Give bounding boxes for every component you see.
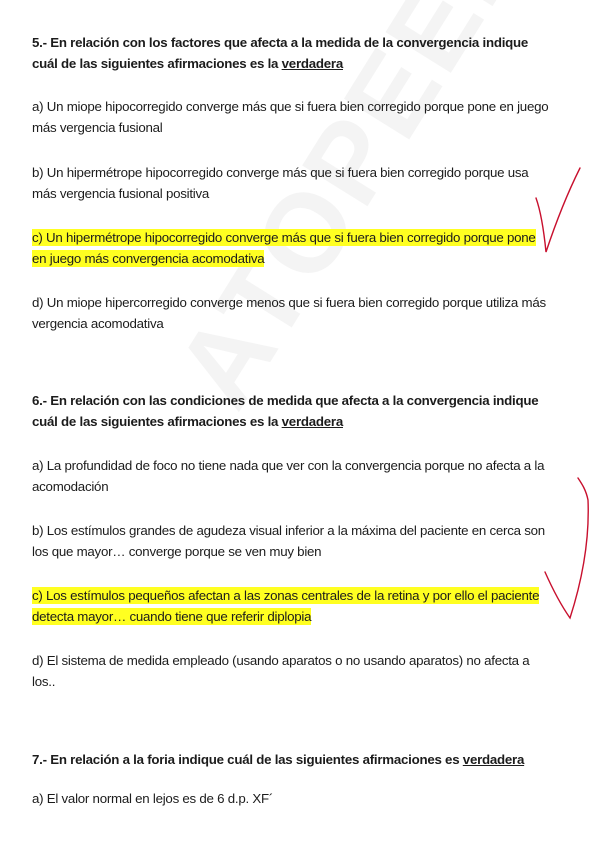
question-5-option-a: a) Un miope hipocorregido converge más que si fuera bien corregido porque pone en juego más vergencia fusional — [32, 99, 549, 135]
question-6-title — [32, 390, 552, 432]
question-5-title — [32, 32, 552, 74]
highlighted-answer: c) Un hipermétrope hipocorregido converge más que si fuera bien corregido porque pone en juego más convergencia acomodativa — [32, 230, 536, 266]
question-6-option-b: b) Los estímulos grandes de agudeza visual inferior a la máxima del paciente en cerca son los que mayor… converge porque se ven muy bien — [32, 523, 545, 559]
question-7-title — [32, 749, 552, 770]
question-title: 7.- En relación a la foria indique cuál de las siguientes afirmaciones es verdadera — [32, 752, 525, 767]
question-7-option-a: a) El valor normal en lejos es de 6 d.p. XF´ — [32, 791, 274, 806]
question-5-option-c-highlighted — [32, 227, 552, 269]
highlighted-answer: c) Los estímulos pequeños afectan a las zonas centrales de la retina y por ello el paciente detecta mayor… cuando tiene que referir diplopia — [32, 588, 540, 624]
keyword-verdadera: verdadera — [462, 752, 525, 767]
question-6-option-d: d) El sistema de medida empleado (usando aparatos o no usando aparatos) no afecta a los.. — [32, 653, 530, 689]
question-title: 6.- En relación con las condiciones de medida que afecta a la convergencia indique cuál de las siguientes afirmaciones es la verdadera — [32, 393, 539, 429]
question-title: 5.- En relación con los factores que afecta a la medida de la convergencia indique cuál de las siguientes afirmaciones es la verdadera — [32, 35, 529, 71]
keyword-verdadera: verdadera — [281, 414, 343, 429]
question-5-option-d: d) Un miope hipercorregido converge menos que si fuera bien corregido porque utiliza más vergencia acomodativa — [32, 295, 546, 331]
keyword-verdadera: verdadera — [281, 56, 343, 71]
question-5-option-b: b) Un hipermétrope hipocorregido converge más que si fuera bien corregido porque usa más vergencia fusional positiva — [32, 165, 529, 201]
question-6-option-a: a) La profundidad de foco no tiene nada que ver con la convergencia porque no afecta a la acomodación — [32, 458, 545, 494]
question-6-option-c-highlighted — [32, 585, 552, 627]
